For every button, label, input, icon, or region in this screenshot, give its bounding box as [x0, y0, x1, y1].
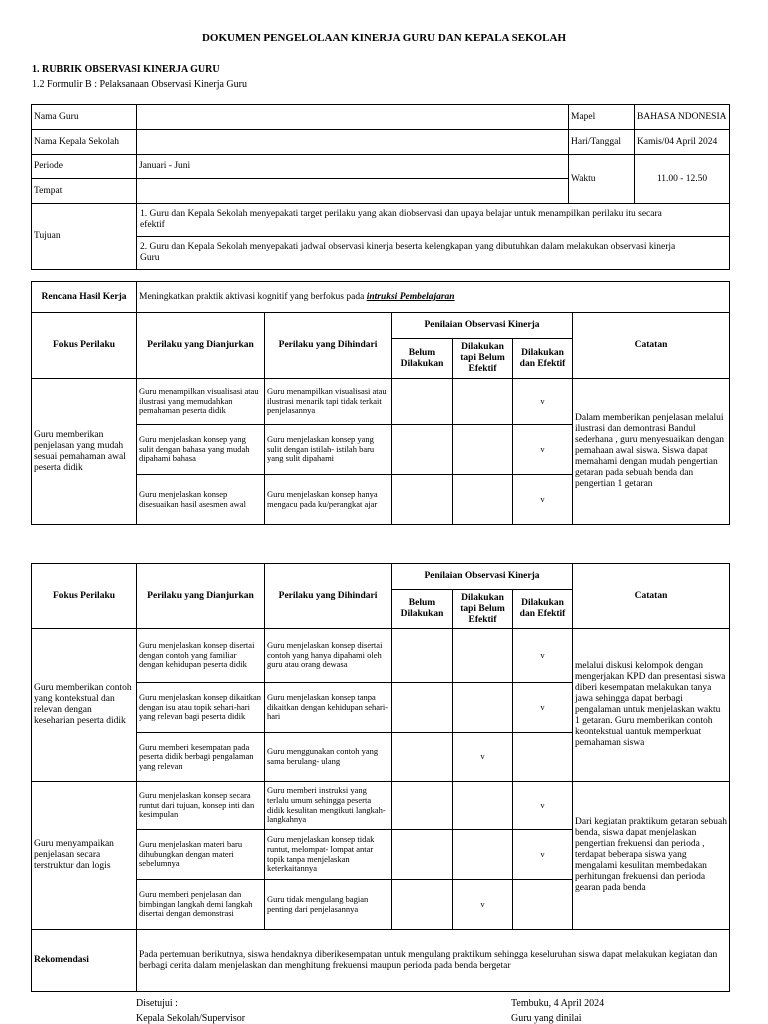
header-tapi-belum: Dilakukan tapi Belum Efektif — [453, 339, 513, 379]
t2-header-dihindari: Perilaku yang Dihindari — [265, 564, 392, 629]
mapel-value: BAHASA NDONESIA — [635, 105, 730, 130]
table2-g2-row1-tapi-belum — [453, 782, 513, 830]
table1-row2-belum — [392, 425, 453, 475]
footer-approved: Disetujui : — [136, 998, 178, 1009]
table1-row1-dianjurkan: Guru menampilkan visualisasi atau ilustrasi yang memudahkan pemahaman peserta didik — [137, 379, 265, 425]
rencana-text: Meningkatkan praktik aktivasi kognitif yang berfokus pada — [139, 291, 365, 302]
t2-header-efektif: Dilakukan dan Efektif — [513, 590, 573, 629]
table1-fokus: Guru memberikan penjelasan yang mudah sesuai pemahaman awal peserta didik — [32, 379, 137, 525]
tujuan-item-1: 1. Guru dan Kepala Sekolah menyepakati target perilaku yang akan diobservasi dan upaya belajar untuk menampilkan perilaku itu secara efektif — [137, 204, 730, 237]
footer-place-date: Tembuku, 4 April 2024 — [511, 998, 605, 1009]
table2-g1-row3-efektif — [513, 733, 573, 782]
nama-guru-label: Nama Guru — [32, 105, 137, 130]
header-fokus: Fokus Perilaku — [32, 313, 137, 379]
table2-g2-catatan: Dari kegiatan praktikum getaran sebuah benda, siswa dapat menjelaskan pengertian frekuensi dan perioda , terdapat beberapa siswa yang mengalami kesulitan membedakan perhitungan frekuensi dan perioda gearan pada benda — [573, 782, 730, 930]
table2-g1-row3-belum — [392, 733, 453, 782]
nama-kepsek-label: Nama Kepala Sekolah — [32, 130, 137, 155]
table2-g2-row3-efektif — [513, 880, 573, 930]
table2-g2-row1-belum — [392, 782, 453, 830]
table2-g2-row1-dihindari: Guru memberi instruksi yang terlalu umum sehingga peserta didik kesulitan mengikuti langkah- langkahnya — [265, 782, 392, 830]
table2-g2-row2-dihindari: Guru menjelaskan konsep tidak runtut, melompat- lompat antar topik tanpa menjelaskan keterkaitannya — [265, 830, 392, 880]
subsection-title: 1.2 Formulir B : Pelaksanaan Observasi Kinerja Guru — [32, 79, 247, 90]
table2-g1-row1-tapi-belum — [453, 629, 513, 683]
table1-row3-dihindari: Guru menjelaskan konsep hanya mengacu pada ku/perangkat ajar — [265, 475, 392, 525]
table2-g1-row2-tapi-belum — [453, 683, 513, 733]
table2-g1-row1-dihindari: Guru menjelaskan konsep disertai contoh yang hanya dipahami oleh guru atau orang dewasa — [265, 629, 392, 683]
table1-row3-dianjurkan: Guru menjelaskan konsep disesuaikan hasil asesmen awal — [137, 475, 265, 525]
periode-value: Januari - Juni — [137, 155, 569, 179]
header-dianjurkan: Perilaku yang Dianjurkan — [137, 313, 265, 379]
rekomendasi-label: Rekomendasi — [32, 930, 137, 992]
t2-header-fokus: Fokus Perilaku — [32, 564, 137, 629]
header-catatan: Catatan — [573, 313, 730, 379]
table1-catatan: Dalam memberikan penjelasan melalui ilustrasi dan demontrasi Bandul sederhana , guru menyesuaikan dengan pemahaan awal siswa. Siswa dapat memahami dengan mudah pengertian getaran pada sebuah benda dan pengertian 1 getaran — [573, 379, 730, 525]
t2-header-dianjurkan: Perilaku yang Dianjurkan — [137, 564, 265, 629]
table1-row1-efektif: v — [513, 379, 573, 425]
table2-g2-row2-efektif: v — [513, 830, 573, 880]
table2-g1-row1-dianjurkan: Guru menjelaskan konsep disertai dengan contoh yang familiar dengan kehidupan peserta didik — [137, 629, 265, 683]
table2-g2-row3-dihindari: Guru tidak mengulang bagian penting dari penjelasannya — [265, 880, 392, 930]
nama-kepsek-value — [137, 130, 569, 155]
table2-g2-row3-tapi-belum: v — [453, 880, 513, 930]
table2-g1-row3-dihindari: Guru menggunakan contoh yang sama berulang- ulang — [265, 733, 392, 782]
observation-table-2 — [31, 563, 730, 992]
table1-row2-tapi-belum — [453, 425, 513, 475]
info-table — [31, 104, 730, 270]
table2-g1-catatan: melalui diskusi kelompok dengan mengerjakan KPD dan presentasi siswa diberi kesempatan melakukan tanya jawa sehingga dapat berbagi pengalaman untuk menjelaskan waktu 1 getaran. Guru memberikan contoh keontekstual uantuk memperkuat pemahaman siswa — [573, 629, 730, 782]
mapel-label: Mapel — [569, 105, 635, 130]
table1-row3-efektif: v — [513, 475, 573, 525]
table1-row2-dianjurkan: Guru menjelaskan konsep yang sulit dengan bahasa yang mudah dipahami bahasa — [137, 425, 265, 475]
t2-header-catatan: Catatan — [573, 564, 730, 629]
tempat-value — [137, 179, 569, 204]
rencana-label: Rencana Hasil Kerja — [32, 282, 137, 313]
table2-g1-row2-efektif: v — [513, 683, 573, 733]
table2-g2-row3-dianjurkan: Guru memberi penjelasan dan bimbingan langkah demi langkah disertai dengan demonstrasi — [137, 880, 265, 930]
observation-table-1 — [31, 281, 730, 525]
table2-g1-fokus: Guru memberikan contoh yang kontekstual dan relevan dengan keseharian peserta didik — [32, 629, 137, 782]
nama-guru-value — [137, 105, 569, 130]
table2-g2-row2-belum — [392, 830, 453, 880]
waktu-value: 11.00 - 12.50 — [635, 155, 730, 204]
tujuan-label: Tujuan — [32, 204, 137, 270]
table1-row2-dihindari: Guru menjelaskan konsep yang sulit dengan istilah- istilah baru yang sulit dipahami — [265, 425, 392, 475]
table2-g1-row1-belum — [392, 629, 453, 683]
table1-row1-tapi-belum — [453, 379, 513, 425]
table1-row1-dihindari: Guru menampilkan visualisasi atau ilustrasi menarik tapi tidak terkait penjelasannya — [265, 379, 392, 425]
hari-value: Kamis/04 April 2024 — [635, 130, 730, 155]
table2-g1-row2-belum — [392, 683, 453, 733]
header-efektif: Dilakukan dan Efektif — [513, 339, 573, 379]
document-title: DOKUMEN PENGELOLAAN KINERJA GURU DAN KEPALA SEKOLAH — [201, 32, 567, 44]
t2-header-penilaian: Penilaian Observasi Kinerja — [392, 564, 573, 590]
table2-g1-row2-dianjurkan: Guru menjelaskan konsep dikaitkan dengan isu atau topik sehari-hari yang relevan bagi peserta didik — [137, 683, 265, 733]
table2-g2-row2-dianjurkan: Guru menjelaskan materi baru dihubungkan dengan materi sebelumnya — [137, 830, 265, 880]
rekomendasi-text: Pada pertemuan berikutnya, siswa hendaknya diberikesempatan untuk mengulang praktikum sehingga keseluruhan siswa dapat melakukan kegiatan dan berbagi cerita dalam menjelaskan dan menghitung frekuensi maupun perioda pada benda bergetar — [137, 930, 730, 992]
tujuan-item-2: 2. Guru dan Kepala Sekolah menyepakati jadwal observasi kinerja beserta kelengkapan yang dibutuhkan dalam melakukan observasi kinerja Guru — [137, 237, 730, 270]
header-dihindari: Perilaku yang Dihindari — [265, 313, 392, 379]
table2-g1-row2-dihindari: Guru menjelaskan konsep tanpa dikaitkan dengan kehidupan sehari-hari — [265, 683, 392, 733]
t2-header-belum: Belum Dilakukan — [392, 590, 453, 629]
table2-g1-row3-tapi-belum: v — [453, 733, 513, 782]
rencana-emphasis: intruksi Pembelajaran — [366, 291, 455, 302]
t2-header-tapi-belum: Dilakukan tapi Belum Efektif — [453, 590, 513, 629]
table2-g2-row1-dianjurkan: Guru menjelaskan konsep secara runtut dari tujuan, konsep inti dan kesimpulan — [137, 782, 265, 830]
table2-g1-row1-efektif: v — [513, 629, 573, 683]
header-belum: Belum Dilakukan — [392, 339, 453, 379]
hari-label: Hari/Tanggal — [569, 130, 635, 155]
waktu-label: Waktu — [569, 155, 635, 204]
footer-teacher: Guru yang dinilai — [511, 1013, 582, 1024]
table2-g2-row1-efektif: v — [513, 782, 573, 830]
table2-g2-row3-belum — [392, 880, 453, 930]
table1-row3-belum — [392, 475, 453, 525]
section-title: 1. RUBRIK OBSERVASI KINERJA GURU — [32, 64, 220, 75]
tempat-label: Tempat — [32, 179, 137, 204]
header-penilaian: Penilaian Observasi Kinerja — [392, 313, 573, 339]
table2-g2-row2-tapi-belum — [453, 830, 513, 880]
table1-row2-efektif: v — [513, 425, 573, 475]
table1-row3-tapi-belum — [453, 475, 513, 525]
table1-row1-belum — [392, 379, 453, 425]
table2-g1-row3-dianjurkan: Guru memberi kesempatan pada peserta didik berbagi pengalaman yang relevan — [137, 733, 265, 782]
footer-supervisor: Kepala Sekolah/Supervisor — [136, 1013, 246, 1024]
table2-g2-fokus: Guru menyampaikan penjelasan secara terstruktur dan logis — [32, 782, 137, 930]
periode-label: Periode — [32, 155, 137, 179]
